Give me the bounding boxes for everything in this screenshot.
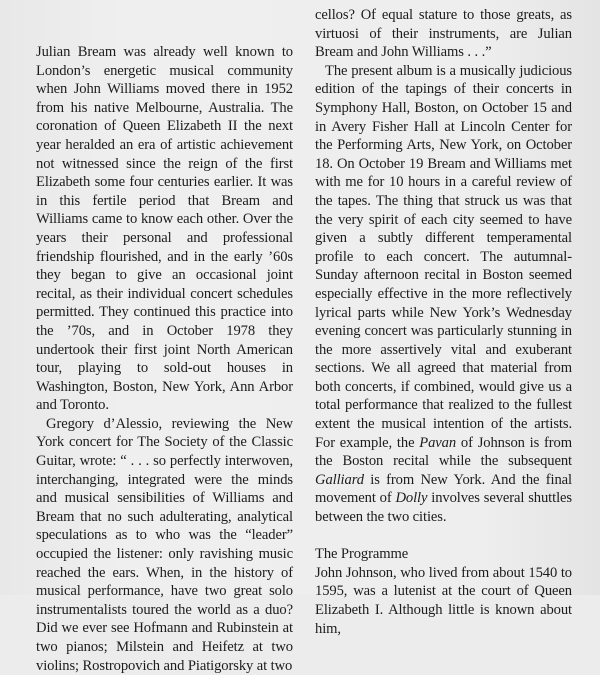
paragraph-cellos-continued: cellos? Of equal stature to those greats, as virtuosi of their instruments, are Julian Bream and John Williams . . .” (315, 7, 572, 61)
paragraph-bream-williams: Julian Bream was already well known to London’s energetic musical community when John Williams moved there in 1952 from his native Melbourne, Australia. The coronation of Queen Elizabeth II the next year heralded an era of artistic achievement not witnessed since the reign of the first Elizabeth some four centuries earlier. It was in this fertile period that Bream and Williams came to know each other. Over the years their personal and professional friendship flourished, and in the early ’60s they began to give an occasional joint recital, as their individual concert schedules permitted. They continued this practice into the ’70s, and in October 1978 they undertook their first joint North American tour, playing to sold-out houses in Washington, Boston, New York, Ann Arbor and Toronto. (36, 44, 293, 414)
paragraph-present-album-text-c: is from New York. And the final movement of (315, 471, 572, 507)
right-column (315, 6, 572, 638)
dolly-title: Dolly (395, 490, 428, 507)
paragraph-dalessio-review: Gregory d’Alessio, reviewing the New York concert for The Society of the Classic Guitar, wrote: “ . . . so perfectly interwoven, interchanging, integrated were the minds and musical sensibilities of Williams and Bream that no such adulterating, analytical speculations as to who was the “leader” occupied the listener: only ravishing music reached the ears. When, in the history of musical performance, have two great solo instrumentalists toured the world as a duo? Did we ever see Hofmann and Rubinstein at two pianos; Milstein and Heifetz at two violins; Rostropovich and Piatigorsky at two (36, 415, 293, 674)
paragraph-present-album (315, 62, 572, 527)
paragraph-present-album-text-b: of Johnson is from the Boston recital while the subsequent (315, 434, 572, 470)
section-heading-programme: The Programme (315, 546, 409, 563)
paragraph-john-johnson: John Johnson, who lived from about 1540 to 1595, was a lutenist at the court of Queen Elizabeth I. Although little is known about him, (315, 564, 572, 637)
paragraph-present-album-text-a: The present album is a musically judicious edition of the tapings of their concerts in Symphony Hall, Boston, on October 15 and in Avery Fisher Hall at Lincoln Center for the Performing Arts, New York, on October 18. On October 19 Bream and Williams met with me for 10 hours in a careful review of the tapes. The thing that struck us was that the very spirit of each city seemed to have given a subtly different temperamental profile to each concert. The autumnal-Sunday afternoon recital in Boston seemed especially effective in the more reflectively lyrical parts while New York’s Wednesday evening concert was particularly stunning in the more assertively vital and exuberant sections. We all agreed that material from both concerts, if combined, would give us a total performance that realized to the fullest extent the musical intention of the artists. For example, the (315, 62, 572, 451)
galliard-title: Galliard (315, 471, 364, 488)
pavan-title: Pavan (419, 434, 457, 451)
left-column (36, 43, 293, 675)
paragraph-present-album-text-d: involves several shuttles between the two cities. (315, 490, 572, 526)
